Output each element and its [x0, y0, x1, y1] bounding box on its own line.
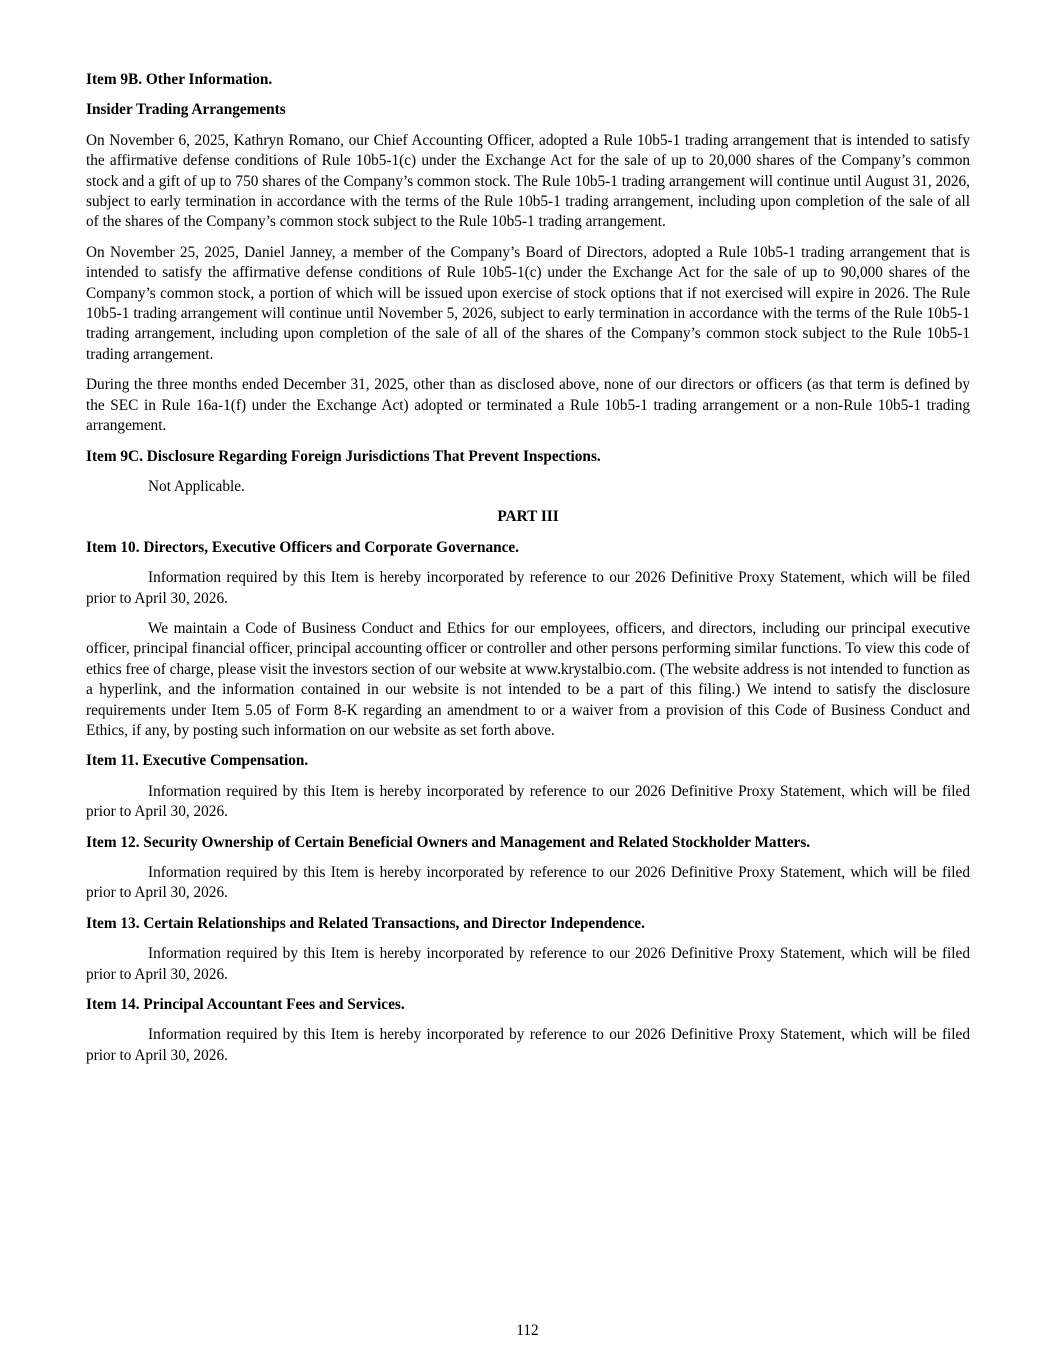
part-title: PART III [497, 508, 559, 526]
item-9b-paragraph-2: On November 25, 2025, Daniel Janney, a member of the Company’s Board of Directors, adopted a Rule 10b5-1 trading arrangement that is intended to satisfy the affirmative defense conditions of Rule 10b5-1(c) under the Exchange Act for the sale of up to 90,000 shares of the Company’s common stock, a portion of which will be issued upon exercise of stock options that if not exercised will expire in 2026. The Rule 10b5-1 trading arrangement will continue until November 5, 2026, subject to early termination in accordance with the terms of the Rule 10b5-1 trading arrangement, including upon completion of the sale of all of the shares of the Company’s common stock subject to the Rule 10b5-1 trading arrangement. [86, 243, 970, 363]
item-10-paragraph-2: We maintain a Code of Business Conduct and Ethics for our employees, officers, and directors, including our principal executive officer, principal financial officer, principal accounting officer or controller and other persons performing similar functions. To view this code of ethics free of charge, please visit the investors section of our website at www.krystalbio.com. (The website address is not intended to function as a hyperlink, and the information contained in our website is not intended to be a part of this filing.) We intend to satisfy the disclosure requirements under Item 5.05 of Form 8-K regarding an amendment to or a waiver from a provision of this Code of Business Conduct and Ethics, if any, by posting such information on our website as set forth above. [86, 619, 971, 739]
item-9b-heading: Item 9B. Other Information. [86, 71, 273, 88]
document-page [86, 70, 970, 1076]
item-9c-text: Not Applicable. [148, 477, 245, 495]
item-14-text: Information required by this Item is hereby incorporated by reference to our 2026 Definitive Proxy Statement, which will be filed prior to April 30, 2026. [86, 1026, 970, 1064]
item-9b-paragraph-1: On November 6, 2025, Kathryn Romano, our Chief Accounting Officer, adopted a Rule 10b5-1 trading arrangement that is intended to satisfy the affirmative defense conditions of Rule 10b5-1(c) under the Exchange Act for the sale of up to 20,000 shares of the Company’s common stock and a gift of up to 750 shares of the Company’s common stock. The Rule 10b5-1 trading arrangement will continue until August 31, 2026, subject to early termination in accordance with the terms of the Rule 10b5-1 trading arrangement, including upon completion of the sale of all of the shares of the Company’s common stock subject to the Rule 10b5-1 trading arrangement. [86, 131, 970, 231]
item-12-text: Information required by this Item is hereby incorporated by reference to our 2026 Definitive Proxy Statement, which will be filed prior to April 30, 2026. [86, 864, 970, 902]
item-9c-heading: Item 9C. Disclosure Regarding Foreign Jurisdictions That Prevent Inspections. [86, 447, 601, 465]
item-11-heading: Item 11. Executive Compensation. [86, 752, 309, 770]
item-9b-paragraph-3: During the three months ended December 31, 2025, other than as disclosed above, none of our directors or officers (as that term is defined by the SEC in Rule 16a-1(f) under the Exchange Act) adopted or terminated a Rule 10b5-1 trading arrangement or a non-Rule 10b5-1 trading arrangement. [86, 376, 970, 435]
insider-trading-subheading: Insider Trading Arrangements [86, 101, 286, 119]
item-12-heading: Item 12. Security Ownership of Certain Beneficial Owners and Management and Related Stockholder Matters. [86, 833, 811, 851]
page-number: 112 [516, 1322, 539, 1339]
item-14-heading: Item 14. Principal Accountant Fees and Services. [86, 996, 405, 1014]
item-10-paragraph-1: Information required by this Item is hereby incorporated by reference to our 2026 Definitive Proxy Statement, which will be filed prior to April 30, 2026. [86, 569, 970, 607]
item-13-text: Information required by this Item is hereby incorporated by reference to our 2026 Definitive Proxy Statement, which will be filed prior to April 30, 2026. [86, 945, 970, 983]
item-10-heading: Item 10. Directors, Executive Officers and Corporate Governance. [86, 538, 520, 556]
item-11-text: Information required by this Item is hereby incorporated by reference to our 2026 Definitive Proxy Statement, which will be filed prior to April 30, 2026. [86, 782, 970, 821]
item-13-heading: Item 13. Certain Relationships and Related Transactions, and Director Independence. [86, 914, 645, 932]
